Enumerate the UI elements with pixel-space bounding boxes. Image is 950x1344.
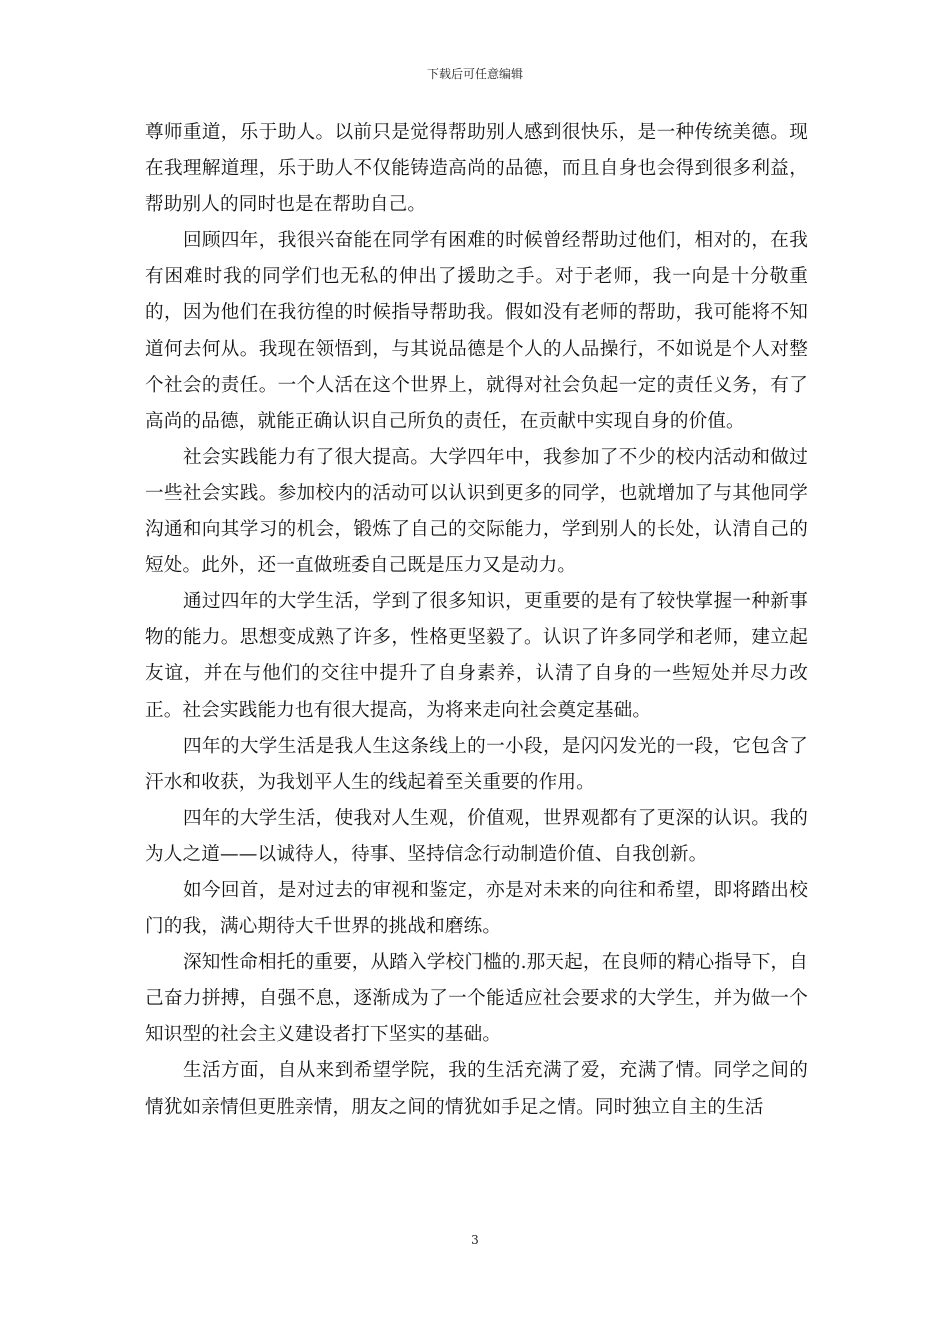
paragraph: 四年的大学生活，使我对人生观，价值观，世界观都有了更深的认识。我的为人之道——以诚待人，待事、坚持信念行动制造价值、自我创新。 (145, 807, 808, 865)
paragraph: 回顾四年，我很兴奋能在同学有困难的时候曾经帮助过他们，相对的，在我有困难时我的同学们也无私的伸出了援助之手。对于老师，我一向是十分敬重的，因为他们在我彷徨的时候指导帮助我。假如没有老师的帮助，我可能将不知道何去何从。我现在领悟到，与其说品德是个人的人品操行，不如说是个人对整个社会的责任。一个人活在这个世界上，就得对社会负起一定的责任义务，有了高尚的品德，就能正确认识自己所负的责任，在贡献中实现自身的价值。 (145, 230, 808, 432)
paragraph: 通过四年的大学生活，学到了很多知识，更重要的是有了较快掌握一种新事物的能力。思想变成熟了许多，性格更坚毅了。认识了许多同学和老师，建立起友谊，并在与他们的交往中提升了自身素养，认清了自身的一些短处并尽力改正。社会实践能力也有很大提高，为将来走向社会奠定基础。 (145, 591, 808, 721)
paragraph: 四年的大学生活是我人生这条线上的一小段，是闪闪发光的一段，它包含了汗水和收获，为我划平人生的线起着至关重要的作用。 (145, 735, 808, 793)
page-header: 下载后可任意编辑 (426, 67, 523, 81)
paragraph: 如今回首，是对过去的审视和鉴定，亦是对未来的向往和希望，即将踏出校门的我，满心期待大千世界的挑战和磨练。 (145, 879, 808, 938)
page-number: 3 (471, 1233, 479, 1247)
paragraph: 社会实践能力有了很大提高。大学四年中，我参加了不少的校内活动和做过一些社会实践。参加校内的活动可以认识到更多的同学，也就增加了与其他同学沟通和向其学习的机会，锻炼了自己的交际能力，学到别人的长处，认清自己的短处。此外，还一直做班委自己既是压力又是动力。 (145, 446, 808, 577)
paragraph: 尊师重道，乐于助人。以前只是觉得帮助别人感到很快乐，是一种传统美德。现在我理解道理，乐于助人不仅能铸造高尚的品德，而且自身也会得到很多利益，帮助别人的同时也是在帮助自己。 (145, 122, 808, 216)
document-body (145, 115, 808, 1126)
paragraph: 生活方面，自从来到希望学院，我的生活充满了爱，充满了情。同学之间的情犹如亲情但更胜亲情，朋友之间的情犹如手足之情。同时独立自主的生活 (145, 1060, 808, 1118)
paragraph: 深知性命相托的重要，从踏入学校门槛的.那天起，在良师的精心指导下，自己奋力拼搏，自强不息，逐渐成为了一个能适应社会要求的大学生，并为做一个知识型的社会主义建设者打下坚实的基础。 (145, 952, 808, 1046)
